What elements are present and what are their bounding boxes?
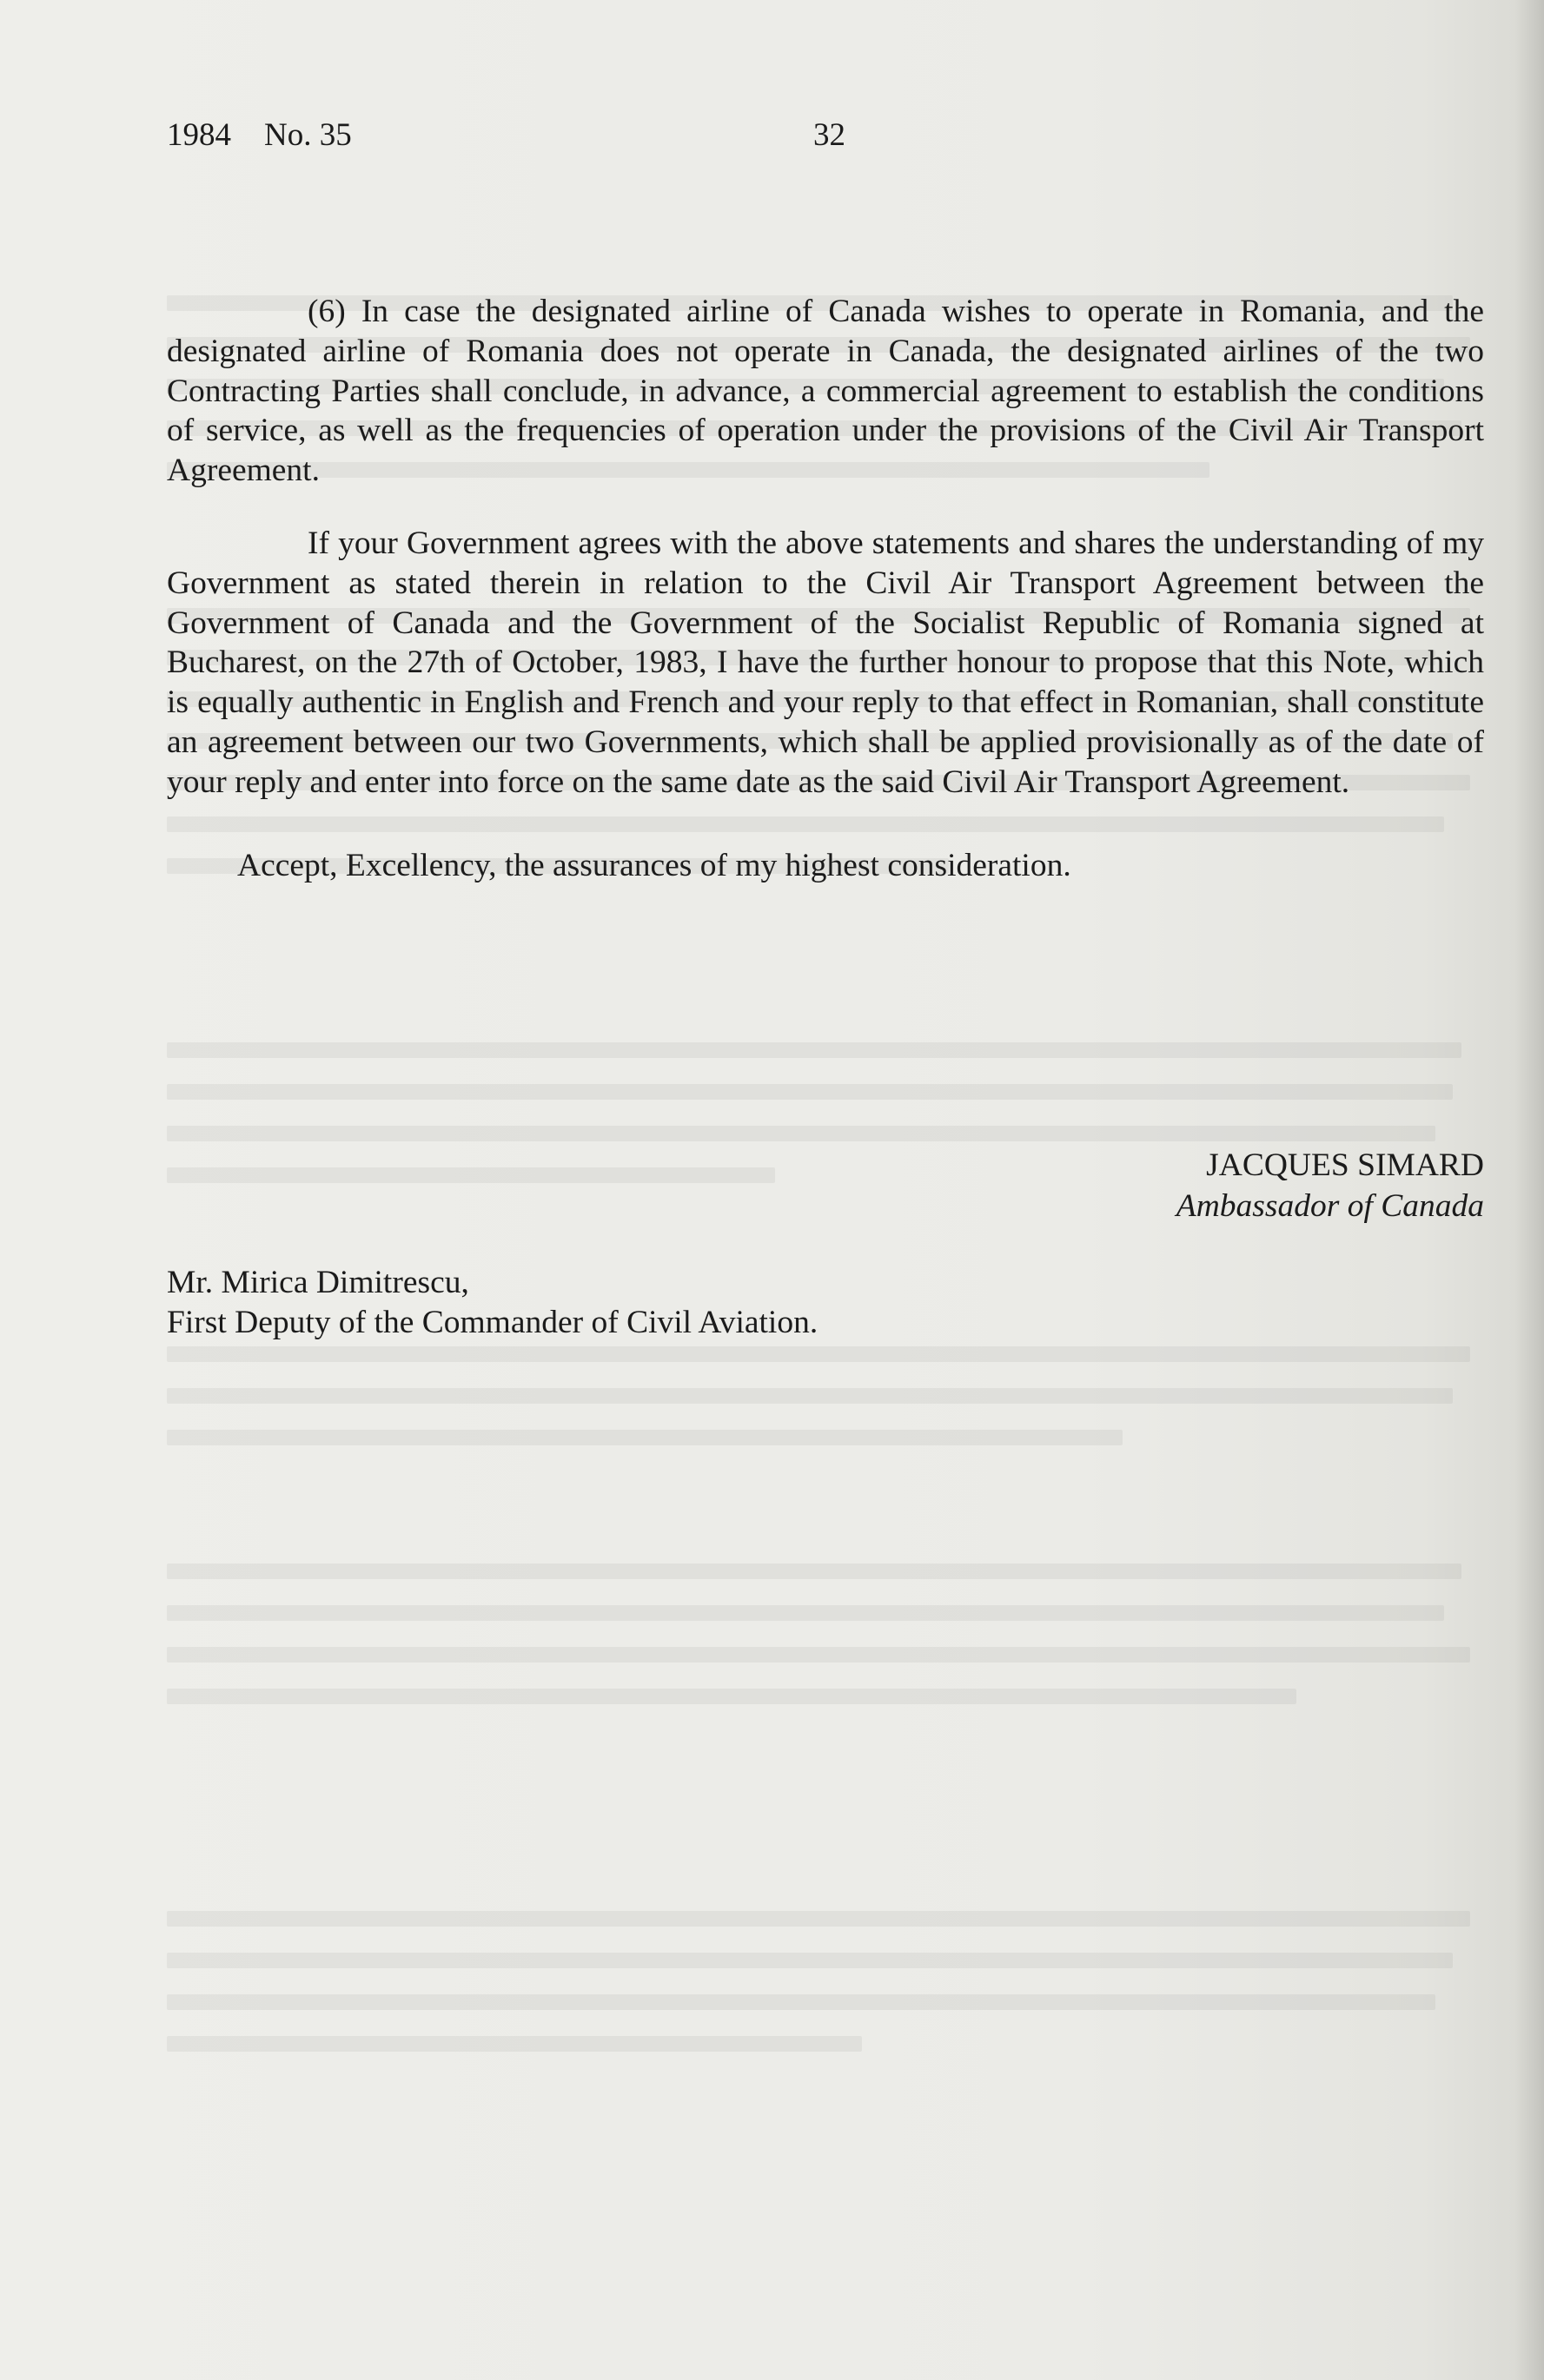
signatory-title: Ambassador of Canada — [1176, 1188, 1484, 1224]
show-through-line — [167, 1953, 1453, 1968]
addressee-name: Mr. Mirica Dimitrescu, — [167, 1265, 469, 1300]
show-through-line — [167, 1430, 1123, 1445]
signature-block — [1176, 1145, 1484, 1226]
show-through-line — [167, 1167, 775, 1183]
show-through-line — [167, 1126, 1435, 1141]
paragraph-6: (6) In case the designated airline of Canada wishes to operate in Romania, and the designated airline of Romania does not operate in Canada, the designated airlines of the two Contracting Parties shall conclude, in advance, a commercial agreement to establish the conditions of service, as well as the frequencies of operation under the provisions of the Civil Air Transport Agreement. — [167, 294, 1484, 489]
addressee-block — [167, 1263, 818, 1343]
show-through-line — [167, 1994, 1435, 2010]
document-body — [167, 292, 1484, 885]
show-through-line — [167, 1042, 1461, 1058]
show-through-line — [167, 1689, 1296, 1704]
show-through-line — [167, 1388, 1453, 1404]
paragraph-proposal: If your Government agrees with the above statements and shares the understanding of my Government as stated therein in relation to the Civil Air Transport Agreement between the Government of Canada and the Government of the Socialist Republic of Romania signed at Bucharest, on the 27th of October, 1983, I have the further honour to propose that this Note, which is equally authentic in English and French and your reply to that effect in Romanian, shall constitute an agreement between our two Governments, which shall be applied provisionally as of the date of your reply and enter into force on the same date as the said Civil Air Transport Agreement. — [167, 525, 1484, 800]
addressee-position: First Deputy of the Commander of Civil Aviation. — [167, 1304, 818, 1340]
show-through-line — [167, 1605, 1444, 1621]
show-through-line — [167, 1084, 1453, 1100]
header-year: 1984 — [167, 117, 231, 153]
signatory-name: JACQUES SIMARD — [1206, 1147, 1484, 1183]
show-through-line — [167, 1911, 1470, 1927]
page-header — [167, 116, 1479, 160]
page-number: 32 — [813, 117, 845, 153]
closing-line: Accept, Excellency, the assurances of my highest consideration. — [237, 847, 1071, 883]
show-through-line — [167, 2036, 862, 2052]
show-through-line — [167, 1647, 1470, 1663]
page-edge-shadow — [1514, 0, 1544, 2380]
header-number: No. 35 — [264, 117, 352, 153]
show-through-line — [167, 1564, 1461, 1579]
show-through-line — [167, 1346, 1470, 1362]
